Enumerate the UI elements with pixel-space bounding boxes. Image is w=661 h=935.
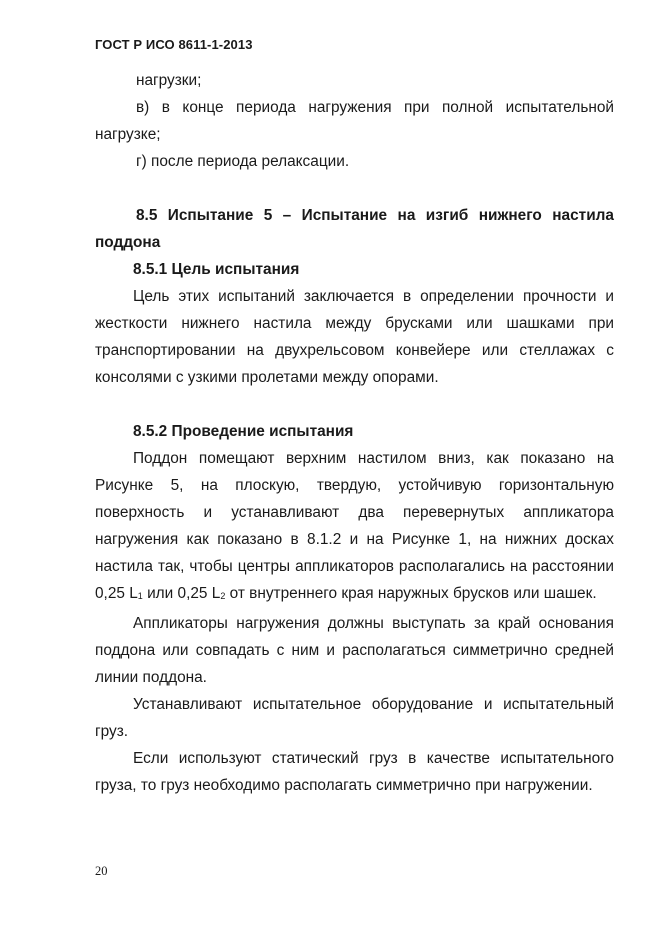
document-header: ГОСТ Р ИСО 8611-1-2013	[95, 37, 253, 52]
page-number: 20	[95, 864, 108, 878]
subsection-heading: 8.5.2 Проведение испытания	[133, 423, 354, 440]
paragraph: в) в конце периода нагружения при полной испытательной нагрузке;	[95, 99, 614, 143]
document-body	[95, 67, 614, 799]
section-heading: 8.5 Испытание 5 – Испытание на изгиб нижнего настила поддона	[95, 207, 614, 251]
paragraph: Если используют статический груз в качестве испытательного груза, то груз необходимо располагать симметрично при нагружении.	[95, 750, 614, 794]
text-span: Поддон помещают верхним настилом вниз, как показано на Рисунке 5, на плоскую, твердую, устойчивую горизонтальную поверхность и устанавливают два перевернутых аппликатора нагружения как показано в 8.1.2 и на Рисунке 1, на нижних досках настила так, чтобы центры аппликаторов располагались на расстоянии 0,25 L	[95, 450, 614, 602]
paragraph: Устанавливают испытательное оборудование и испытательный груз.	[95, 696, 614, 740]
subscript: 2	[220, 591, 226, 601]
text-span: от внутреннего края наружных брусков или шашек.	[225, 585, 597, 602]
paragraph: Цель этих испытаний заключается в определении прочности и жесткости нижнего настила между брусками или шашками при транспортировании на двухрельсовом конвейере или стеллажах с консолями с узкими пролетами между опорами.	[95, 288, 614, 386]
paragraph: г) после периода релаксации.	[136, 153, 350, 170]
paragraph	[95, 445, 614, 610]
paragraph: Аппликаторы нагружения должны выступать за край основания поддона или совпадать с ним и располагаться симметрично средней линии поддона.	[95, 615, 614, 686]
text-span: или 0,25 L	[142, 585, 221, 602]
subscript: 1	[137, 591, 143, 601]
subsection-heading: 8.5.1 Цель испытания	[133, 261, 300, 278]
paragraph: нагрузки;	[136, 72, 202, 89]
